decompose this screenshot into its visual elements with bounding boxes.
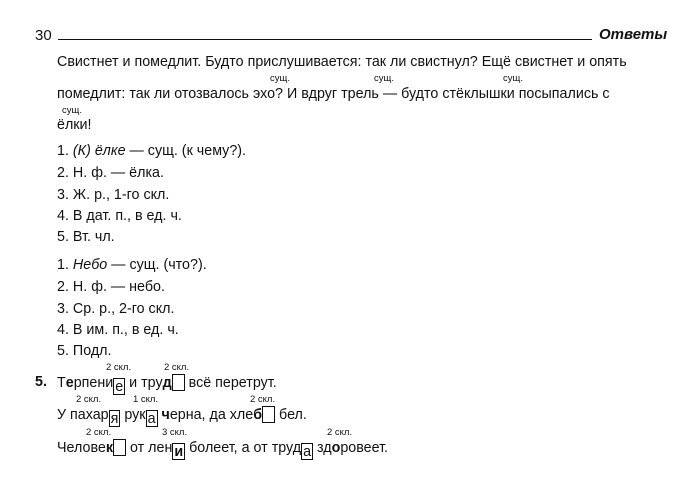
text-fragment: У пахар: [57, 407, 109, 423]
item-number: 4.: [57, 322, 69, 338]
item-number: 3.: [57, 301, 69, 317]
text-fragment: ч: [161, 407, 170, 423]
item-number: 3.: [57, 187, 69, 203]
text-fragment: Т: [57, 375, 66, 391]
item-number: 5.: [57, 229, 69, 245]
annotation-sushch: сущ.: [503, 73, 523, 84]
parse2-item-5: [57, 343, 112, 359]
text-fragment: ровеет.: [340, 440, 389, 456]
text-fragment: бел.: [275, 407, 307, 423]
annotation-sushch: сущ.: [62, 105, 82, 116]
declension-label: 2 скл.: [164, 362, 190, 373]
parse2-item-2: [57, 279, 165, 295]
parse1-item-1: [57, 143, 246, 159]
item-text: В им. п., в ед. ч.: [72, 322, 179, 338]
text-fragment: и тру: [125, 375, 163, 391]
item-text: Подл.: [72, 343, 112, 359]
item-text: — сущ. (к чему?).: [125, 143, 247, 159]
text-fragment: Челове: [57, 440, 106, 456]
parse1-item-2: [57, 165, 164, 181]
empty-ending-box: [262, 406, 275, 423]
passage-line-3: ёлки!: [57, 117, 92, 133]
declension-label: 2 скл.: [106, 362, 132, 373]
text-fragment: о: [331, 440, 341, 456]
item-number: 2.: [57, 165, 69, 181]
proverb-1: [57, 374, 277, 395]
exercise-number: 5.: [35, 374, 47, 390]
section-title: Ответы: [599, 26, 668, 43]
item-number: 4.: [57, 208, 69, 224]
declension-label: 2 скл.: [250, 394, 276, 405]
text-fragment: е: [65, 375, 74, 391]
text-fragment: к: [105, 440, 114, 456]
parse1-item-5: [57, 229, 115, 245]
declension-label: 2 скл.: [327, 427, 353, 438]
parse1-item-3: [57, 187, 169, 203]
proverb-2: [57, 406, 307, 427]
text-fragment: зд: [313, 440, 332, 456]
text-fragment: всё перетрут.: [184, 375, 277, 391]
item-text: — сущ. (что?).: [107, 257, 207, 273]
annotation-sushch: сущ.: [270, 73, 290, 84]
item-text: Ж. р., 1-го скл.: [72, 187, 170, 203]
ending-box: а: [303, 444, 312, 460]
parsed-word: Небо: [72, 257, 108, 273]
item-text: Н. ф. — небо.: [72, 279, 165, 295]
empty-ending-box: [172, 374, 185, 391]
parse2-item-4: [57, 322, 179, 338]
item-number: 1.: [57, 143, 69, 159]
parsed-word: (К) ёлке: [72, 143, 126, 159]
text-fragment: болеет, а от труд: [185, 440, 302, 456]
text-fragment: д: [162, 375, 172, 391]
text-fragment: б: [253, 407, 263, 423]
header-rule: [58, 39, 592, 40]
declension-label: 1 скл.: [133, 394, 159, 405]
ending-box: и: [174, 444, 184, 460]
item-text: Ср. р., 2-го скл.: [72, 301, 175, 317]
proverb-3: [57, 439, 388, 460]
text-fragment: ерна, да хле: [169, 407, 254, 423]
ending-box: а: [147, 411, 156, 427]
ending-box: я: [110, 411, 119, 427]
declension-label: 2 скл.: [86, 427, 112, 438]
passage-line-1: Свистнет и помедлит. Будто прислушивается: так ли свистнул? Ещё свистнет и опять: [57, 54, 627, 70]
text-fragment: рук: [120, 407, 146, 423]
item-text: Н. ф. — ёлка.: [72, 165, 164, 181]
item-number: 2.: [57, 279, 69, 295]
parse2-item-1: [57, 257, 207, 273]
text-fragment: от лен: [126, 440, 173, 456]
ending-box: е: [115, 379, 124, 395]
declension-label: 3 скл.: [162, 427, 188, 438]
item-text: Вт. чл.: [72, 229, 115, 245]
page-number: 30: [35, 27, 52, 44]
passage-line-2: помедлит: так ли отозвалось эхо? И вдруг трель — будто стёклышки посыпались с: [57, 86, 610, 102]
parse2-item-3: [57, 301, 174, 317]
empty-ending-box: [113, 439, 126, 456]
annotation-sushch: сущ.: [374, 73, 394, 84]
item-number: 1.: [57, 257, 69, 273]
item-text: В дат. п., в ед. ч.: [72, 208, 182, 224]
declension-label: 2 скл.: [76, 394, 102, 405]
text-fragment: рпени: [73, 375, 114, 391]
parse1-item-4: [57, 208, 182, 224]
item-number: 5.: [57, 343, 69, 359]
